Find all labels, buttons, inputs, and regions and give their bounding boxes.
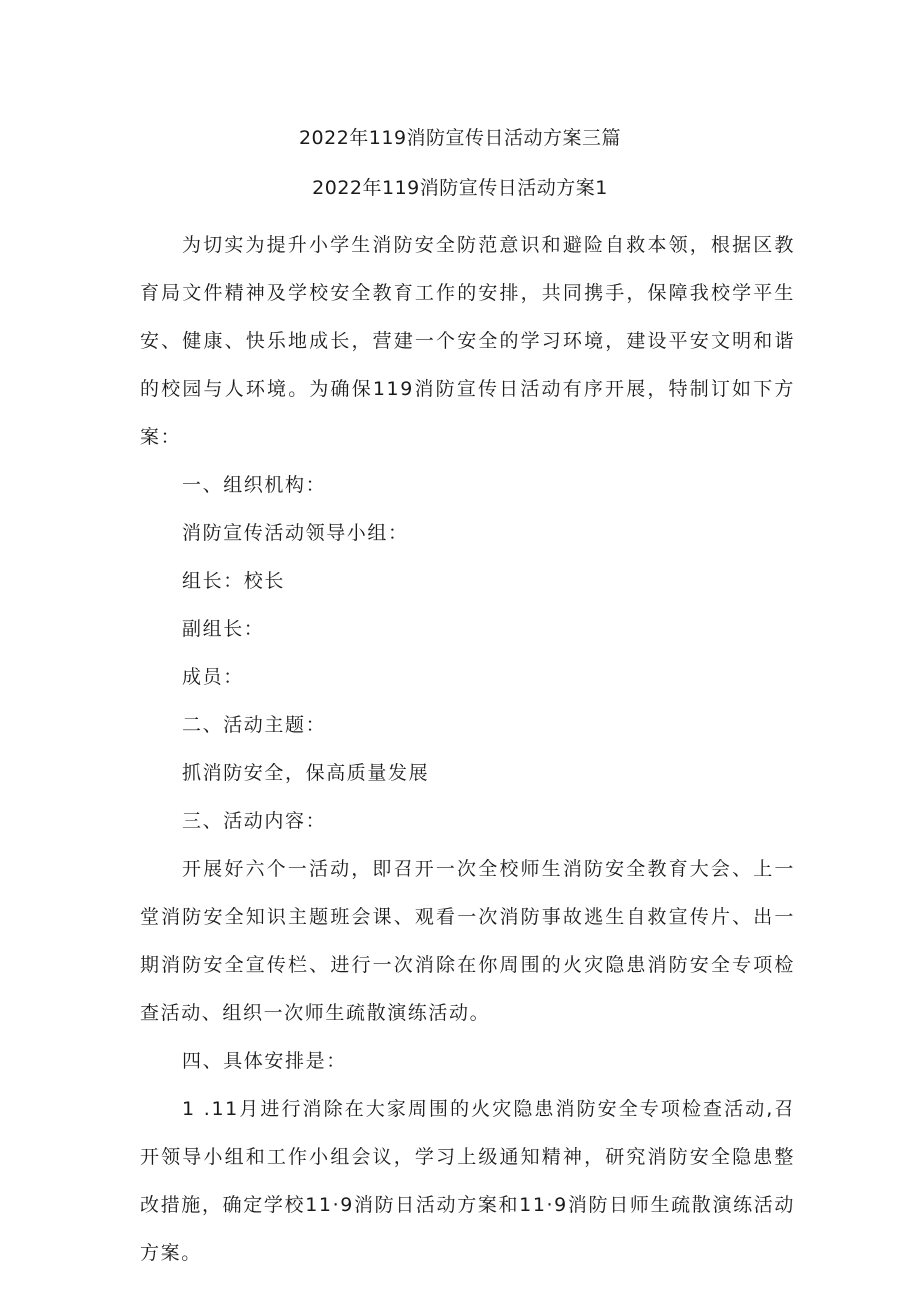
- document-title: 2022年119消防宣传日活动方案三篇: [298, 127, 622, 149]
- deputy-leader-line: 副组长：: [182, 618, 265, 640]
- document-body: [140, 221, 795, 1277]
- leadership-group-label: 消防宣传活动领导小组：: [182, 522, 409, 544]
- section-heading-content: 三、活动内容：: [182, 810, 327, 832]
- arrangement-item-1: 1 .11月进行消除在大家周围的火灾隐患消防安全专项检查活动,召开领导小组和工作小组会议，学习上级通知精神，研究消防安全隐患整改措施，确定学校11·9消防日活动方案和11·9消防日师生疏散演练活动方案。: [140, 1098, 795, 1264]
- section-heading-theme: 二、活动主题：: [182, 714, 327, 736]
- content-paragraph: 开展好六个一活动，即召开一次全校师生消防安全教育大会、上一堂消防安全知识主题班会课、观看一次消防事故逃生自救宣传片、出一期消防安全宣传栏、进行一次消除在你周围的火灾隐患消防安全专项检查活动、组织一次师生疏散演练活动。: [140, 858, 795, 1024]
- theme-text: 抓消防安全，保高质量发展: [182, 762, 430, 784]
- intro-paragraph: 为切实为提升小学生消防安全防范意识和避险自救本领，根据区教育局文件精神及学校安全教育工作的安排，共同携手，保障我校学平生安、健康、快乐地成长，营建一个安全的学习环境，建设平安文明和谐的校园与人环境。为确保119消防宣传日活动有序开展，特制订如下方案：: [140, 234, 795, 448]
- section-heading-arrangement: 四、具体安排是：: [182, 1050, 347, 1072]
- members-line: 成员：: [182, 666, 244, 688]
- section-heading-organization: 一、组织机构：: [182, 474, 327, 496]
- document-subtitle: 2022年119消防宣传日活动方案1: [312, 177, 608, 199]
- leader-line: 组长：校长: [182, 570, 286, 592]
